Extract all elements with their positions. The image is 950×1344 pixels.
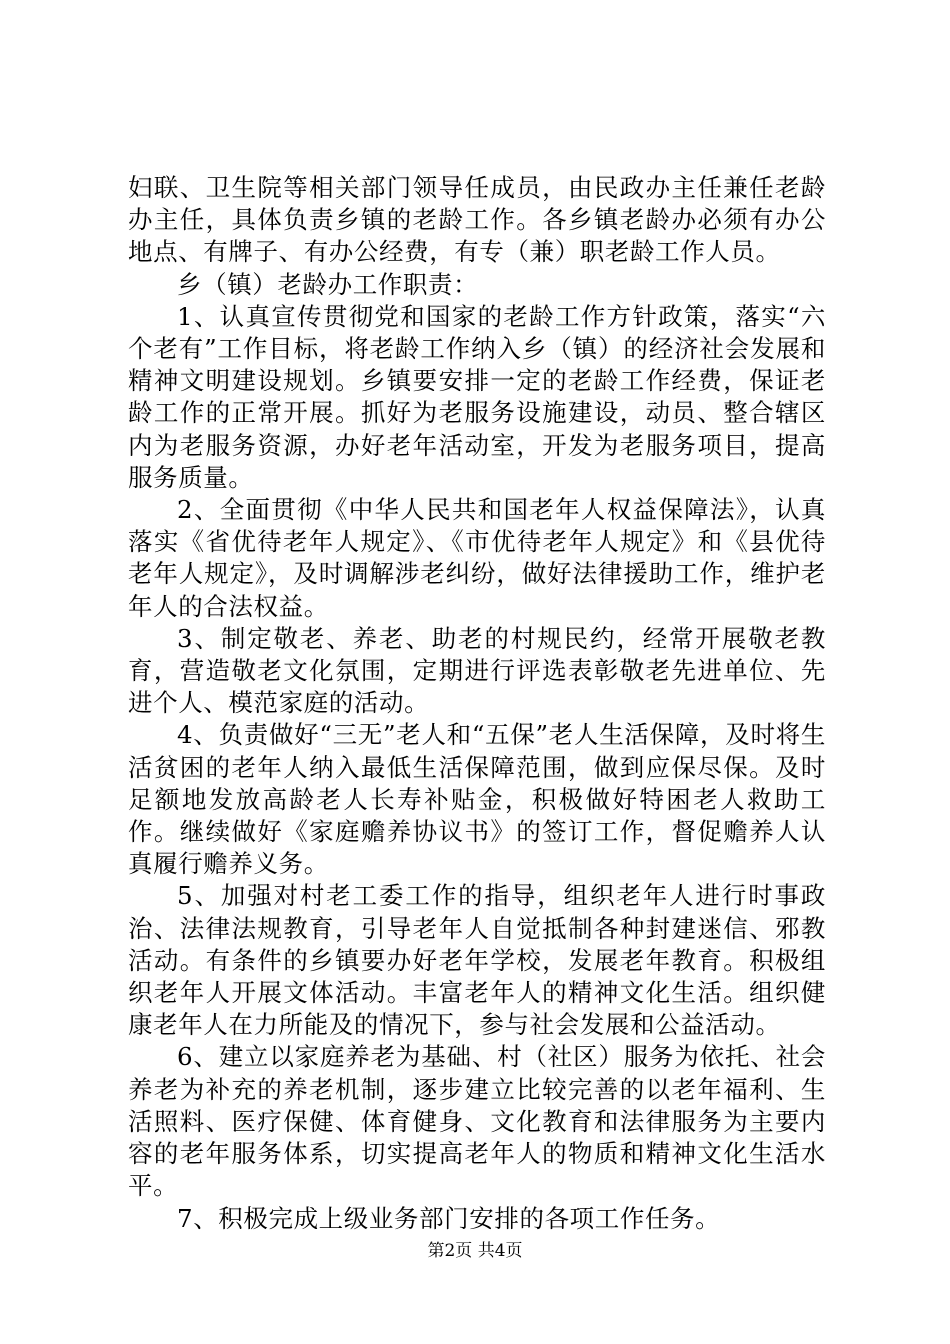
duty-item-6: 6、建立以家庭养老为基础、村（社区）服务为依托、社会养老为补充的养老机制，逐步建立比较完善的以老年福利、生活照料、医疗保健、体育健身、文化教育和法律服务为主要内容的老年服务体系，切实提高老年人的物质和精神文化生活水平。 xyxy=(128,1042,826,1201)
paragraph-continuation: 妇联、卫生院等相关部门领导任成员，由民政办主任兼任老龄办主任，具体负责乡镇的老龄工作。各乡镇老龄办必须有办公地点、有牌子、有办公经费，有专（兼）职老龄工作人员。 xyxy=(128,173,826,267)
duty-item-2: 2、全面贯彻《中华人民共和国老年人权益保障法》，认真落实《省优待老年人规定》、《市优待老年人规定》和《县优待老年人规定》，及时调解涉老纠纷，做好法律援助工作，维护老年人的合法权益。 xyxy=(128,495,826,621)
section-heading-duties: 乡（镇）老龄办工作职责： xyxy=(177,269,479,299)
duty-item-7: 7、积极完成上级业务部门安排的各项工作任务。 xyxy=(177,1203,721,1233)
duty-item-1: 1、认真宣传贯彻党和国家的老龄工作方针政策，落实“六个老有”工作目标，将老龄工作纳入乡（镇）的经济社会发展和精神文明建设规划。乡镇要安排一定的老龄工作经费，保证老龄工作的正常开展。抓好为老服务设施建设，动员、整合辖区内为老服务资源，办好老年活动室，开发为老服务项目，提高服务质量。 xyxy=(128,301,826,492)
duty-item-5: 5、加强对村老工委工作的指导，组织老年人进行时事政治、法律法规教育，引导老年人自觉抵制各种封建迷信、邪教活动。有条件的乡镇要办好老年学校，发展老年教育。积极组织老年人开展文体活动。丰富老年人的精神文化生活。组织健康老年人在力所能及的情况下，参与社会发展和公益活动。 xyxy=(128,881,826,1040)
duty-item-4: 4、负责做好“三无”老人和“五保”老人生活保障，及时将生活贫困的老年人纳入最低生活保障范围，做到应保尽保。及时足额地发放高龄老人长寿补贴金，积极做好特困老人救助工作。继续做好《家庭赡养协议书》的签订工作，督促赡养人认真履行赡养义务。 xyxy=(128,720,826,879)
page-number-indicator: 第2页 共4页 xyxy=(427,1241,523,1261)
duty-item-3: 3、制定敬老、养老、助老的村规民约，经常开展敬老教育，营造敬老文化氛围，定期进行评选表彰敬老先进单位、先进个人、模范家庭的活动。 xyxy=(128,623,826,718)
document-body xyxy=(128,172,826,1235)
page-footer xyxy=(0,1240,950,1262)
